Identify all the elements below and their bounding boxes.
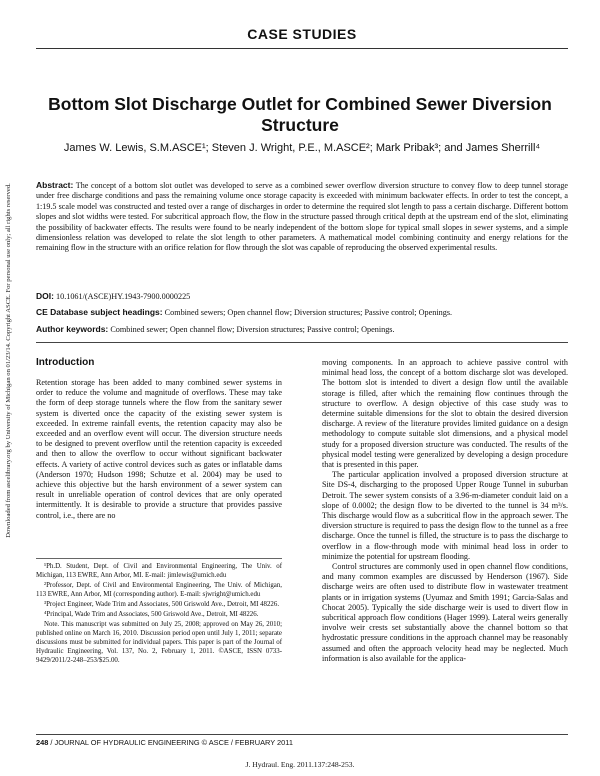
subject-value: Combined sewers; Open channel flow; Diversion structures; Passive control; Openings. — [162, 308, 453, 317]
abstract-text: The concept of a bottom slot outlet was developed to serve as a combined sewer overflow diversion structure to convey flow to deep tunnel storage under free discharge conditions and pass the remaining volume once storage capacity is exceeded with minimum backwater effects. In order to test the concept, a 1:19.5 scale model was constructed and tested over a range of discharges in order to determine the required slot length to pass a certain discharge. Different bottom slopes and slot widths were tested. For subcritical approach flow, the flow in the structure passed through critical depth at the upstream end of the slot, eliminating the possibility of backwater effects. The results were found to be nearly independent of the bottom slope for typical small slopes in sewer systems, and a simple dimensionless relation was developed to relate the slot length to other parameters. A mathematical model combining continuity and energy relations for the remaining flow in the structure with an orifice relation for flow through the slot was capable of reproducing the observed experimental results. — [36, 181, 568, 253]
section-header — [36, 26, 568, 49]
footnotes — [36, 562, 282, 666]
section-heading: Introduction — [36, 357, 95, 368]
download-stamp: Downloaded from ascelibrary.org by University of Michigan on 01/23/14. Copyright ASCE. For personal use only; all rights reserved. — [4, 182, 12, 538]
footer-divider — [36, 734, 568, 735]
footnote: ²Professor, Dept. of Civil and Environmental Engineering, The Univ. of Michigan, 113 EWRE, Ann Arbor, MI (corresponding author). E-mail: sjwright@umich.edu — [36, 582, 282, 598]
page-number: 248 — [36, 738, 49, 747]
section-label: CASE STUDIES — [247, 26, 357, 42]
author-list: James W. Lewis, S.M.ASCE¹; Steven J. Wright, P.E., M.ASCE²; Mark Pribak³; and James Sherrill⁴ — [63, 142, 541, 154]
divider — [36, 342, 568, 343]
doi-line — [36, 291, 568, 302]
page-footer — [36, 738, 293, 747]
keywords-value: Combined sewer; Open channel flow; Diversion structures; Passive control; Openings. — [108, 325, 395, 334]
footnote: ⁴Principal, Wade Trim and Associates, 500 Griswold Ave., Detroit, MI 48226. — [44, 611, 259, 618]
footnote: Note. This manuscript was submitted on July 25, 2008; approved on May 26, 2010; published online on March 16, 2010. Discussion period open until July 1, 2011; separate discussions must be submitted for individual papers. This paper is part of the Journal of Hydraulic Engineering, Vol. 137, No. 2, February 1, 2011. ©ASCE, ISSN 0733-9429/2011/2-248–253/$25.00. — [36, 621, 282, 664]
abstract — [36, 180, 568, 254]
journal-name: / JOURNAL OF HYDRAULIC ENGINEERING © ASCE / FEBRUARY 2011 — [48, 738, 293, 747]
doi-label: DOI: — [36, 291, 54, 301]
subject-label: CE Database subject headings: — [36, 307, 163, 317]
footnote: ¹Ph.D. Student, Dept. of Civil and Environmental Engineering, The Univ. of Michigan, 113 EWRE, Ann Arbor, MI. E-mail: jimlewis@umich.edu — [36, 563, 282, 579]
abstract-label: Abstract: — [36, 180, 74, 190]
keywords-label: Author keywords: — [36, 324, 109, 334]
doi-value[interactable]: 10.1061/(ASCE)HY.1943-7900.0000225 — [53, 292, 191, 301]
author-keywords — [36, 324, 568, 335]
footnote: ³Project Engineer, Wade Trim and Associates, 500 Griswold Ave., Detroit, MI 48226. — [44, 601, 280, 608]
body-paragraph: moving components. In an approach to achieve passive control with minimal head loss, the concept of a bottom discharge slot was developed. The bottom slot is intended to divert a design flow until the available storage is filled, after which the remaining flow continues through the structure to overflow. A design objective of this case study was to determine suitable dimensions for the slot to obtain the desired diversion discharge. A review of the literature provides limited guidance on a design methodology to compute suitable slot dimensions, and a physical model study for a proposed diversion structure was conducted. The results of the physical model testing were generalized by developing a design procedure that is presented in this paper. — [322, 358, 568, 470]
right-column — [322, 358, 568, 664]
citation: J. Hydraul. Eng. 2011.137:248-253. — [245, 760, 355, 769]
body-paragraph: The particular application involved a proposed diversion structure at Site DS-4, discharging to the proposed Upper Rouge Tunnel in suburban Detroit. The sewer system consists of a 3.96-m-diameter conduit laid on a slope of 0.0002; the design flow to be diverted to the tunnel is 34 m³/s. This discharge would flow as a subcritical flow in the approach sewer. The diversion structure is required to pass the design flow to the tunnel as a free discharge. Once the tunnel is filled, the structure is to pass the discharge to overflow in a flow-through mode with minimal head loss in order to minimize the potential for upstream flooding. — [322, 470, 568, 561]
article-title: Bottom Slot Discharge Outlet for Combined Sewer Diversion Structure — [48, 94, 552, 135]
left-column — [36, 378, 282, 521]
footnote-separator — [36, 558, 282, 559]
body-paragraph: Control structures are commonly used in open channel flow conditions, and many common examples are discussed by Henderson (1967). Side discharge weirs are often used to distribute flow in wastewater treatment plants or in irrigation systems (Uyumaz and Smith 1991; Garcia-Salas and Chocat 2005). Typically the side discharge weir is used to divert flow in subcritical approach flow conditions (Hager 1999). Lateral weirs generally involve weir crests set substantially above the channel bottom so that hydrostatic pressure conditions in the approach channel may be reasonably assumed and often the approach velocity head may be neglected. Much information is also available for the applica- — [322, 562, 568, 663]
body-paragraph: Retention storage has been added to many combined sewer systems in order to reduce the volume and magnitude of overflows. These may take the form of deep storage tunnels where the flow from the sanitary sewer system is diverted once the capacity of the existing sewer system is exceeded. In extreme rainfall events, the retention capacity may also be exceeded and an overflow event will occur. The diversion structure needs to be designed to prevent overflow until the retention capacity is exceeded and then to allow the overflow to occur without significant backwater effects. A variety of active control devices such as gates or inflatable dams (Anderson 1970; Hudson 1998; Schutze et al. 2004) may be used to achieve this objective but the harsh environment of a sewer system can result in unreliable operation of control devices that are only operated intermittently. It is desirable to provide a structure that provides passive control, i.e., there are no — [36, 378, 282, 520]
subject-headings — [36, 307, 568, 318]
